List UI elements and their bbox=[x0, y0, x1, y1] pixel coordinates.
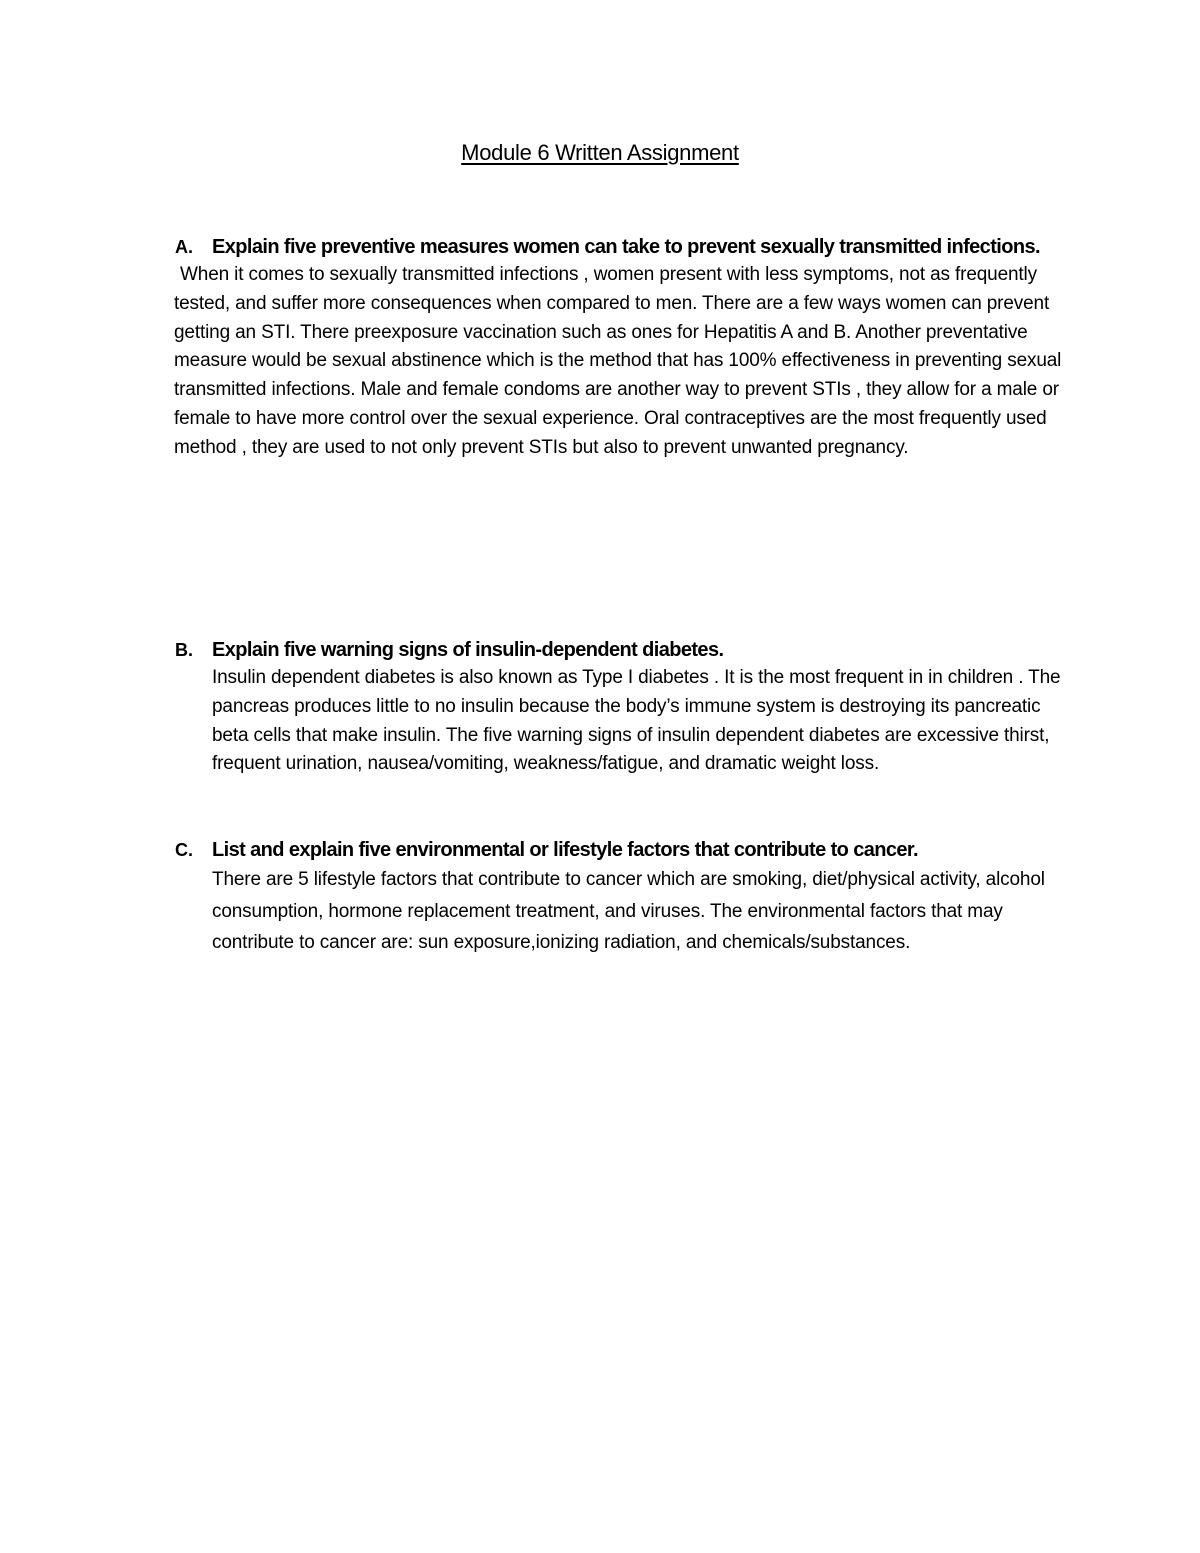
document-title: Module 6 Written Assignment bbox=[461, 140, 739, 165]
question-row bbox=[175, 233, 1075, 261]
question-heading: Explain five preventive measures women can take to prevent sexually transmitted infections. bbox=[212, 236, 1040, 258]
answer-paragraph: There are 5 lifestyle factors that contribute to cancer which are smoking, diet/physical activity, alcohol consumption, hormone replacement treatment, and viruses. The environmental factors that may contribute to cancer are: sun exposure,ionizing radiation, and chemicals/substances. bbox=[212, 869, 1045, 953]
section-b bbox=[175, 636, 1075, 779]
question-letter: B. bbox=[175, 640, 193, 660]
question-letter: C. bbox=[175, 840, 193, 860]
answer-paragraph: When it comes to sexually transmitted infections , women present with less symptoms, not as frequently tested, and suffer more consequences when compared to men. There are a few ways women can prevent getting an STI. There preexposure vaccination such as ones for Hepatitis A and B. Another preventative measure would be sexual abstinence which is the method that has 100% effectiveness in preventing sexual transmitted infections. Male and female condoms are another way to prevent STIs , they allow for a male or female to have more control over the sexual experience. Oral contraceptives are the most frequently used method , they are used to not only prevent STIs but also to prevent unwanted pregnancy. bbox=[174, 264, 1062, 458]
section-a bbox=[175, 233, 1075, 463]
question-heading: List and explain five environmental or lifestyle factors that contribute to cancer. bbox=[212, 839, 918, 861]
question-heading: Explain five warning signs of insulin-dependent diabetes. bbox=[212, 639, 724, 661]
section-c bbox=[175, 836, 1075, 959]
question-row bbox=[175, 836, 1075, 864]
question-letter: A. bbox=[175, 237, 193, 257]
question-row bbox=[175, 636, 1075, 664]
answer-paragraph: Insulin dependent diabetes is also known as Type I diabetes . It is the most frequent in in children . The pancreas produces little to no insulin because the body’s immune system is destroying its pancreatic beta cells that make insulin. The five warning signs of insulin dependent diabetes are excessive thirst, frequent urination, nausea/vomiting, weakness/fatigue, and dramatic weight loss. bbox=[212, 667, 1061, 775]
